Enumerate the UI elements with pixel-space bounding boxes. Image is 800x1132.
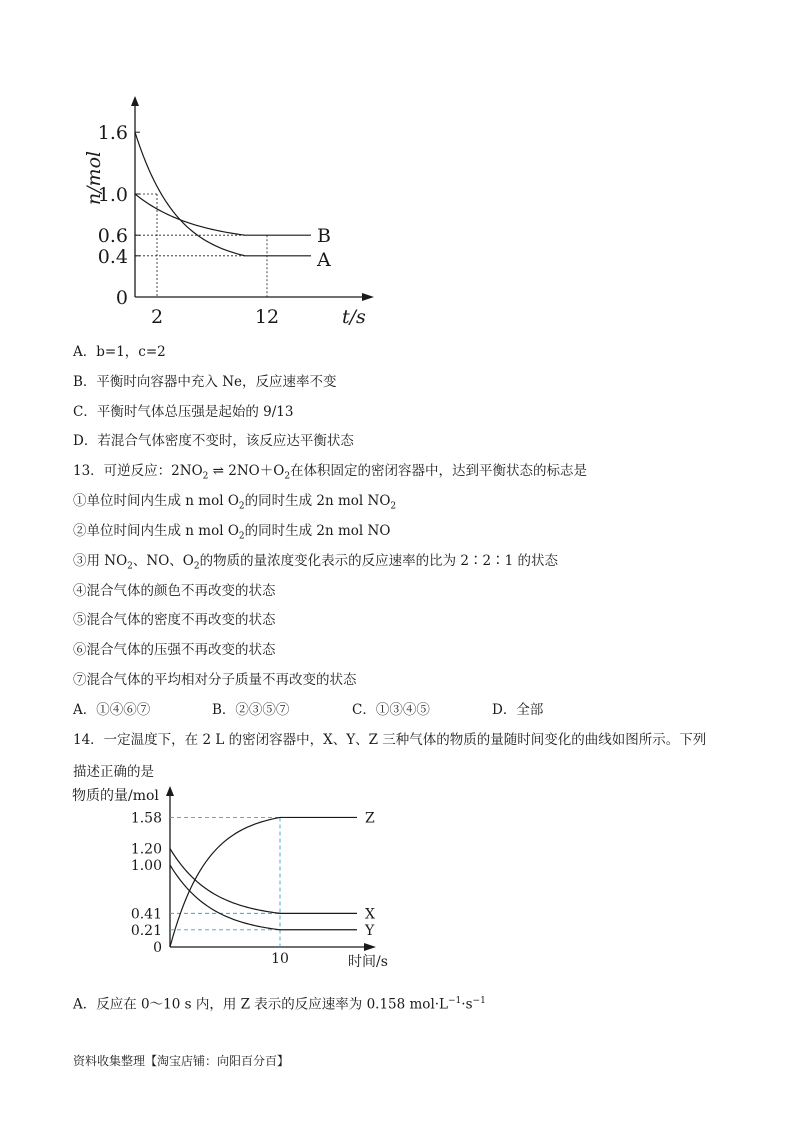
q14-option-a: A．反应在 0～10 s 内，用 Z 表示的反应速率为 0.158 $mol\cdot L^{-1}\cdot s^{-1}$ <box>73 996 486 1013</box>
footer-source: 资料收集整理【淘宝店铺：向阳百分百】 <box>73 1054 290 1068</box>
q13-item-2: ②单位时间内生成 n mol $O_2$的同时生成 2n mol NO <box>73 523 391 542</box>
y-tick-label: 0.4 <box>97 245 128 268</box>
y-tick-label: 0 <box>115 287 128 309</box>
y-tick-label: 0 <box>153 940 162 956</box>
q13-item-7: ⑦混合气体的平均相对分子质量不再改变的状态 <box>73 672 357 688</box>
y-axis-label: n/mol <box>83 150 105 206</box>
series-line-B <box>135 194 311 235</box>
x-axis-arrow <box>364 943 376 951</box>
q13-item-5: ⑤混合气体的密度不再改变的状态 <box>73 612 276 628</box>
x-axis-label: 时间/s <box>348 954 388 970</box>
y-tick-label: 0.21 <box>130 922 162 939</box>
y-tick-label: 0.6 <box>97 225 128 248</box>
series-line-A <box>135 132 311 256</box>
q12-option-d: D．若混合气体密度不变时，该反应达平衡状态 <box>73 433 354 449</box>
series-label-B: B <box>317 225 331 248</box>
q12-option-a: A．b=1，c=2 <box>73 344 166 360</box>
q13-stem: 13．可逆反应：$2NO_2$ ⇌ $2NO+O_2$在体积固定的密闭容器中，达到平衡状态的标志是 <box>73 463 588 482</box>
y-tick-label: 1.58 <box>130 810 162 827</box>
y-axis-arrow <box>166 786 174 796</box>
series-label-Z: Z <box>365 810 375 827</box>
x-tick-label: 12 <box>254 306 280 328</box>
q13-option-c: C．①③④⑤ <box>352 702 430 718</box>
q13-option-a: A．①④⑥⑦ <box>73 702 151 718</box>
chart-2-plot <box>72 786 388 970</box>
x-tick-label: 2 <box>150 306 164 328</box>
q13-item-1: ①单位时间内生成 n mol $O_2$的同时生成 2n mol $NO_2$ <box>73 493 397 512</box>
y-tick-label: 1.6 <box>97 122 128 145</box>
chart-1 <box>80 90 400 330</box>
y-tick-label: 1.0 <box>97 184 128 206</box>
q12-option-c: C．平衡时气体总压强是起始的 9/13 <box>73 404 294 420</box>
y-tick-label: 0.41 <box>130 906 162 923</box>
x-axis-arrow <box>362 293 374 301</box>
series-label-X: X <box>365 906 375 923</box>
x-tick-label: 10 <box>271 951 289 967</box>
series-label-Y: Y <box>365 922 375 939</box>
y-tick-label: 1.00 <box>130 858 162 874</box>
q14-stem-line1: 14．一定温度下，在 2 L 的密闭容器中，X、Y、Z 三种气体的物质的量随时间变化的曲线如图所示。下列 <box>73 732 707 748</box>
q12-option-b: B．平衡时向容器中充入 Ne，反应速率不变 <box>73 374 337 390</box>
series-line-X <box>170 849 357 914</box>
y-axis-arrow <box>131 96 139 106</box>
x-axis-label: t/s <box>342 306 366 328</box>
q13-item-3: ③用 $NO_2$、NO、$O_2$的物质的量浓度变化表示的反应速率的比为 2∶2∶1 的状态 <box>73 553 558 572</box>
chart-1-plot <box>83 96 374 328</box>
q14-stem-line2: 描述正确的是 <box>73 764 154 780</box>
q13-item-6: ⑥混合气体的压强不再改变的状态 <box>73 642 276 658</box>
y-axis-label: 物质的量/mol <box>72 788 159 804</box>
y-tick-label: 1.20 <box>130 841 162 858</box>
chart-2 <box>60 780 400 980</box>
q13-option-d: D．全部 <box>492 702 544 718</box>
q13-option-b: B．②③⑤⑦ <box>212 702 290 718</box>
q13-item-4: ④混合气体的颜色不再改变的状态 <box>73 583 276 599</box>
series-label-A: A <box>317 248 331 271</box>
